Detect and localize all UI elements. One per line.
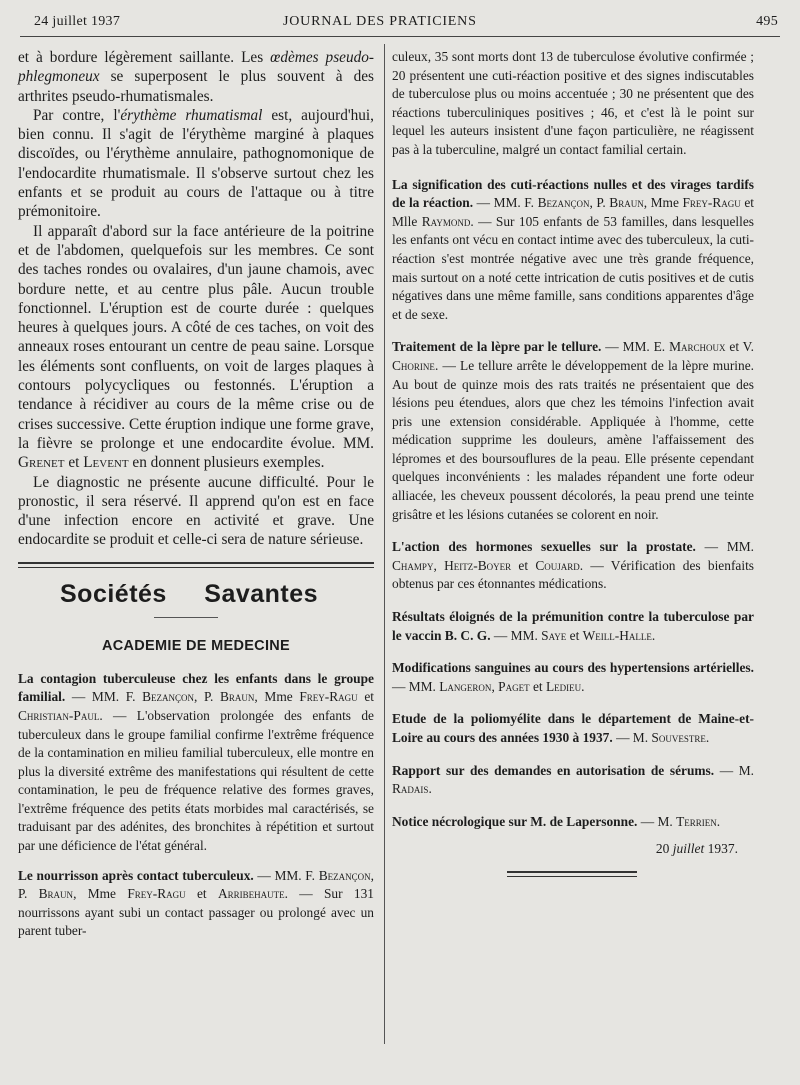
author-name: Braun <box>219 689 255 705</box>
author-name: Frey-Ragu <box>127 886 186 902</box>
paragraph <box>18 222 374 473</box>
page-number: 495 <box>756 14 778 29</box>
text-run: et <box>529 678 546 694</box>
article-text <box>392 338 754 524</box>
text-run: — MM. <box>392 678 440 694</box>
text-run: , Mme <box>254 689 300 705</box>
author-name: Langeron <box>439 678 492 694</box>
text-run: et <box>185 886 218 902</box>
author-name: Marchoux <box>669 339 726 355</box>
left-column <box>18 48 374 952</box>
text-run: . <box>581 678 585 694</box>
article-heading: La contagion tuberculeuse chez les enfants dans le groupe familial. <box>18 670 374 705</box>
author-name: Champy <box>392 557 434 573</box>
text-run: et à bordure légèrement saillante. Les <box>18 49 271 66</box>
article-continuation <box>392 48 754 160</box>
article-text <box>392 176 754 325</box>
text-run: . <box>428 781 432 797</box>
author-name: Souvestre <box>651 730 706 745</box>
header-rule <box>20 36 780 37</box>
article-heading: Rapport sur des demandes en autorisation de sérums. <box>392 762 715 778</box>
erythema-text <box>18 48 374 550</box>
text-run: — M. <box>714 762 754 778</box>
author-name: Levent <box>83 454 129 472</box>
section-title: Sociétés Savantes <box>60 579 319 608</box>
author-name: Raymond <box>421 213 471 229</box>
text-run: . <box>705 730 710 745</box>
author-name: Ledieu <box>545 678 582 694</box>
text-run: 1937. <box>704 841 738 857</box>
text-run: 20 <box>655 841 673 857</box>
text-run: , Mme <box>73 886 128 902</box>
text-run: . — Sur 131 nourrissons ayant subi un contact passager ou prolongé avec un parent tuber- <box>18 886 374 939</box>
text-run: en donnent plusieurs exemples. <box>128 454 325 472</box>
text-run: , Mme <box>643 195 683 211</box>
text-run: — MM. F. <box>473 195 538 211</box>
text-run: et <box>511 557 536 573</box>
article-cuti-reactions <box>392 176 754 325</box>
article-text <box>392 813 754 832</box>
author-name: Paget <box>498 678 530 694</box>
article-text <box>392 608 754 645</box>
text-run: — MM. <box>490 627 542 643</box>
article-heading: L'action des hormones sexuelles sur la prostate. <box>392 539 696 555</box>
article-heading: Modifications sanguines au cours des hypertensions artérielles. <box>392 660 754 676</box>
text-run: , P. <box>589 195 610 211</box>
article-text <box>392 48 754 160</box>
author-name: Bezançon <box>142 689 195 705</box>
author-name: Chorine <box>392 357 435 373</box>
author-name: Weill-Halle <box>582 627 652 643</box>
article-poliomyelite <box>392 710 754 747</box>
author-name: Frey-Ragu <box>299 689 358 705</box>
text-run: . — Sur 105 enfants de 53 familles, dans lesquelles les enfants ont vécu en contact intime avec des tuberculeux, la cuti-réaction s'est montrée négative avec une très grande fréquence, mais surtout on a noté cette intrication de cutis positives et de cutis négatives dans une même famille, sans conditions apparentes d'âge et de sexe. <box>392 213 755 322</box>
text-run: — MM. F. <box>253 867 319 883</box>
text-run: , <box>491 678 499 694</box>
paragraph <box>18 473 374 550</box>
author-name: Frey-Ragu <box>682 195 741 211</box>
author-name: Terrien <box>676 813 717 829</box>
article-heading: Etude de la poliomyélite dans le département de Maine-et-Loire au cours des années 1930 à 1937. <box>392 711 754 745</box>
text-run: — MM. E. <box>601 339 670 355</box>
text-run: Par contre, l' <box>33 106 121 124</box>
paragraph <box>18 106 374 222</box>
author-name: Bezançon <box>537 195 590 211</box>
section-double-rule <box>18 562 374 568</box>
header-date: 24 juillet 1937 <box>34 14 121 29</box>
paragraph <box>18 48 374 106</box>
article-bcg <box>392 608 754 645</box>
article-hypertension <box>392 659 754 696</box>
author-name: Heitz-Boyer <box>444 557 512 573</box>
text-run: et V. <box>725 339 754 355</box>
end-rule <box>507 871 637 877</box>
text-run: — MM. F. <box>65 689 143 705</box>
text-run: . — L'observation prolongée des enfants de tuberculeux dans le groupe familial confirme l'extrême fréquence de la contamination en milieu familial tuberculeux, elle montre en plus la diversité extrême des manifestations qui résultent de cette contamination, le peu de fréquence relative des formes graves, l'extrême fréquence des petits états morbides mal caractérisés, se traduisant par des adénites, des bronchites à répétition et surtout par une déficience de l'état général. <box>18 707 374 854</box>
text-run: Le diagnostic ne présente aucune difficulté. Pour le pronostic, il sera réservé. Il apprend qu'on est en face d'une infection encore en activité et grave. Une endocardite se produit et celle-ci sera de nature sérieuse. <box>18 473 374 549</box>
text-run: se superposent le plus souvent à des arthrites pseudo-rhumatismales. <box>18 68 374 105</box>
article-heading: Résultats éloignés de la prémunition contre la tuberculose par le vaccin B. C. G. <box>392 609 754 643</box>
author-name: Braun <box>38 886 74 902</box>
article-nourrisson <box>18 867 374 941</box>
text-run: . <box>716 813 721 829</box>
text-run: érythème rhumatismal <box>120 106 263 124</box>
column-divider <box>384 44 385 1044</box>
author-name: Christian-Paul <box>18 707 100 723</box>
academy-heading: ACADEMIE DE MEDECINE <box>101 637 291 654</box>
author-name: Radais <box>392 781 429 797</box>
text-run: juillet <box>672 841 705 857</box>
page-header <box>0 14 800 38</box>
text-run: et <box>357 689 374 705</box>
article-text <box>392 538 754 594</box>
article-text <box>18 670 374 856</box>
article-text <box>18 867 374 941</box>
journal-title: JOURNAL DES PRATICIENS <box>283 14 477 29</box>
text-run: culeux, 35 sont morts dont 13 de tuberculose évolutive confirmée ; 20 présentent une cuti-réaction positive et des signes indiscutables de tuberculose plus ou moins accentuée ; 30 ne présentent que des réactions tuberculiniques positives ; 46, et c'est là le point sur lequel les auteurs insistent d'une façon particulière, ne réagissent pas à la tuberculine, malgré un contact familial certain. <box>392 49 754 157</box>
article-text <box>392 659 754 696</box>
text-run: . — Vérification des bienfaits obtenus par ces étonnantes médications. <box>392 557 754 592</box>
article-text <box>392 762 754 799</box>
author-name: Grenet <box>18 454 65 472</box>
article-serums <box>392 762 754 799</box>
signature-date <box>392 841 738 857</box>
text-run: . <box>651 627 656 643</box>
article-heading: Traitement de la lèpre par le tellure. <box>392 339 602 355</box>
article-lepre <box>392 338 754 524</box>
text-run: , P. <box>18 867 374 902</box>
text-run: . — Le tellure arrête le développement de la lèpre murine. Au bout de quinze mois des rats traités ne présentaient que des lésions peu étendues, alors que chez les témoins l'infection avait pris une extension considérable. Appliquée à l'homme, cette médication supprime les douleurs, amène l'affaissement des lépromes et des boursouflures de la peau. Elle présente cependant quelques inconvénients : les malades répandent une forte odeur alliacée, les cheveux poussent décolorés, la peau prend une teinte grisâtre et les lésions cutanées se colorent en noir. <box>392 357 754 522</box>
article-necrologie <box>392 813 754 832</box>
right-column <box>392 48 754 877</box>
article-heading: Notice nécrologique sur M. de Lapersonne. <box>392 813 638 829</box>
text-run: , P. <box>194 689 220 705</box>
title-underline <box>154 617 218 618</box>
author-name: Coujard <box>535 557 580 573</box>
article-text <box>392 710 754 747</box>
text-run: — MM. <box>695 539 754 555</box>
author-name: Saye <box>541 627 567 643</box>
author-name: Bezançon <box>318 867 371 883</box>
text-run: et Mlle <box>392 195 755 229</box>
article-heading: La signification des cuti-réactions nulles et des virages tardifs de la réaction. <box>392 176 754 211</box>
text-run: œdèmes pseudo-phlegmoneux <box>18 49 374 86</box>
text-run: — M. <box>612 730 652 745</box>
article-contagion <box>18 670 374 856</box>
text-run: est, aujourd'hui, bien connu. Il s'agit de l'érythème marginé à plaques discoïdes, ou l'érythème annulaire, pathognomonique de l'endocardite rhumatismale. Il s'observe surtout chez les enfants et se produit au cours de l'attaque ou à titre prémonitoire. <box>18 106 374 221</box>
text-run: et <box>64 454 84 472</box>
author-name: Arribehaute <box>217 886 285 902</box>
text-run: Il apparaît d'abord sur la face antérieure de la poitrine et de l'abdomen, quelquefois sur les membres. Ce sont des taches rondes ou ovalaires, d'un jaune chamois, avec bordure nette, et au centre plus pâle. Aucun trouble fonctionnel. L'éruption est de courte durée : quelques heures à quelques jours. A côté de ces taches, on voit des anneaux roses entourant un centre de peau saine. Lorsque les éléments sont confluents, on voit de larges plaques à contours polycycliques ou festonnés. L'éruption a tendance à récidiver au cours de la même crise ou de crises successive. Cette éruption indique une forme grave, la fièvre se prolonge et une endocardite évolue. MM. <box>18 222 374 452</box>
text-run: , <box>433 557 445 573</box>
text-run: — M. <box>637 813 677 829</box>
article-hormones <box>392 538 754 594</box>
article-heading: Le nourrisson après contact tuberculeux. <box>18 867 254 883</box>
author-name: Braun <box>609 195 644 211</box>
text-run: et <box>566 627 583 643</box>
